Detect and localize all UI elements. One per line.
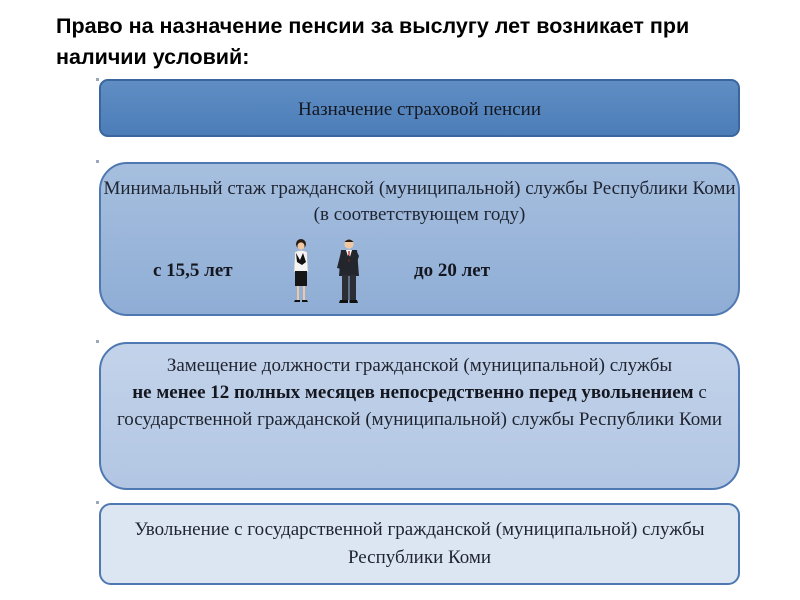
condition-text-emphasis: не менее 12 полных месяцев непосредственно перед увольнением: [132, 382, 694, 403]
businessman-figure-icon: [337, 239, 359, 303]
businesswoman-figure-icon: [294, 239, 308, 302]
condition-text: Минимальный стаж гражданской (муниципальной) службы Республики Коми (в соответствующем году): [103, 178, 736, 225]
condition-text: Увольнение с государственной гражданской (муниципальной) службы Республики Коми: [134, 519, 705, 568]
divider-mark: [96, 340, 99, 343]
divider-mark: [96, 501, 99, 504]
divider-mark: [96, 160, 99, 163]
condition-box-insurance-pension: [99, 79, 740, 137]
condition-box-dismissal: [99, 503, 740, 585]
condition-box-min-service: [99, 162, 740, 316]
condition-text: Назначение страховой пенсии: [298, 99, 541, 120]
service-from-label: с 15,5 лет: [153, 260, 233, 281]
condition-text-part2: с государственной гражданской (муниципальной) службы Республики Коми: [116, 382, 723, 430]
condition-box-position-held: [99, 342, 740, 490]
service-to-label: до 20 лет: [414, 260, 491, 281]
people-figures: [285, 238, 369, 306]
divider-mark: [96, 78, 99, 81]
condition-text-part1: Замещение должности гражданской (муниципальной) службы: [166, 355, 673, 376]
slide-title: Право на назначение пенсии за выслугу лет возникает при наличии условий:: [56, 14, 690, 69]
